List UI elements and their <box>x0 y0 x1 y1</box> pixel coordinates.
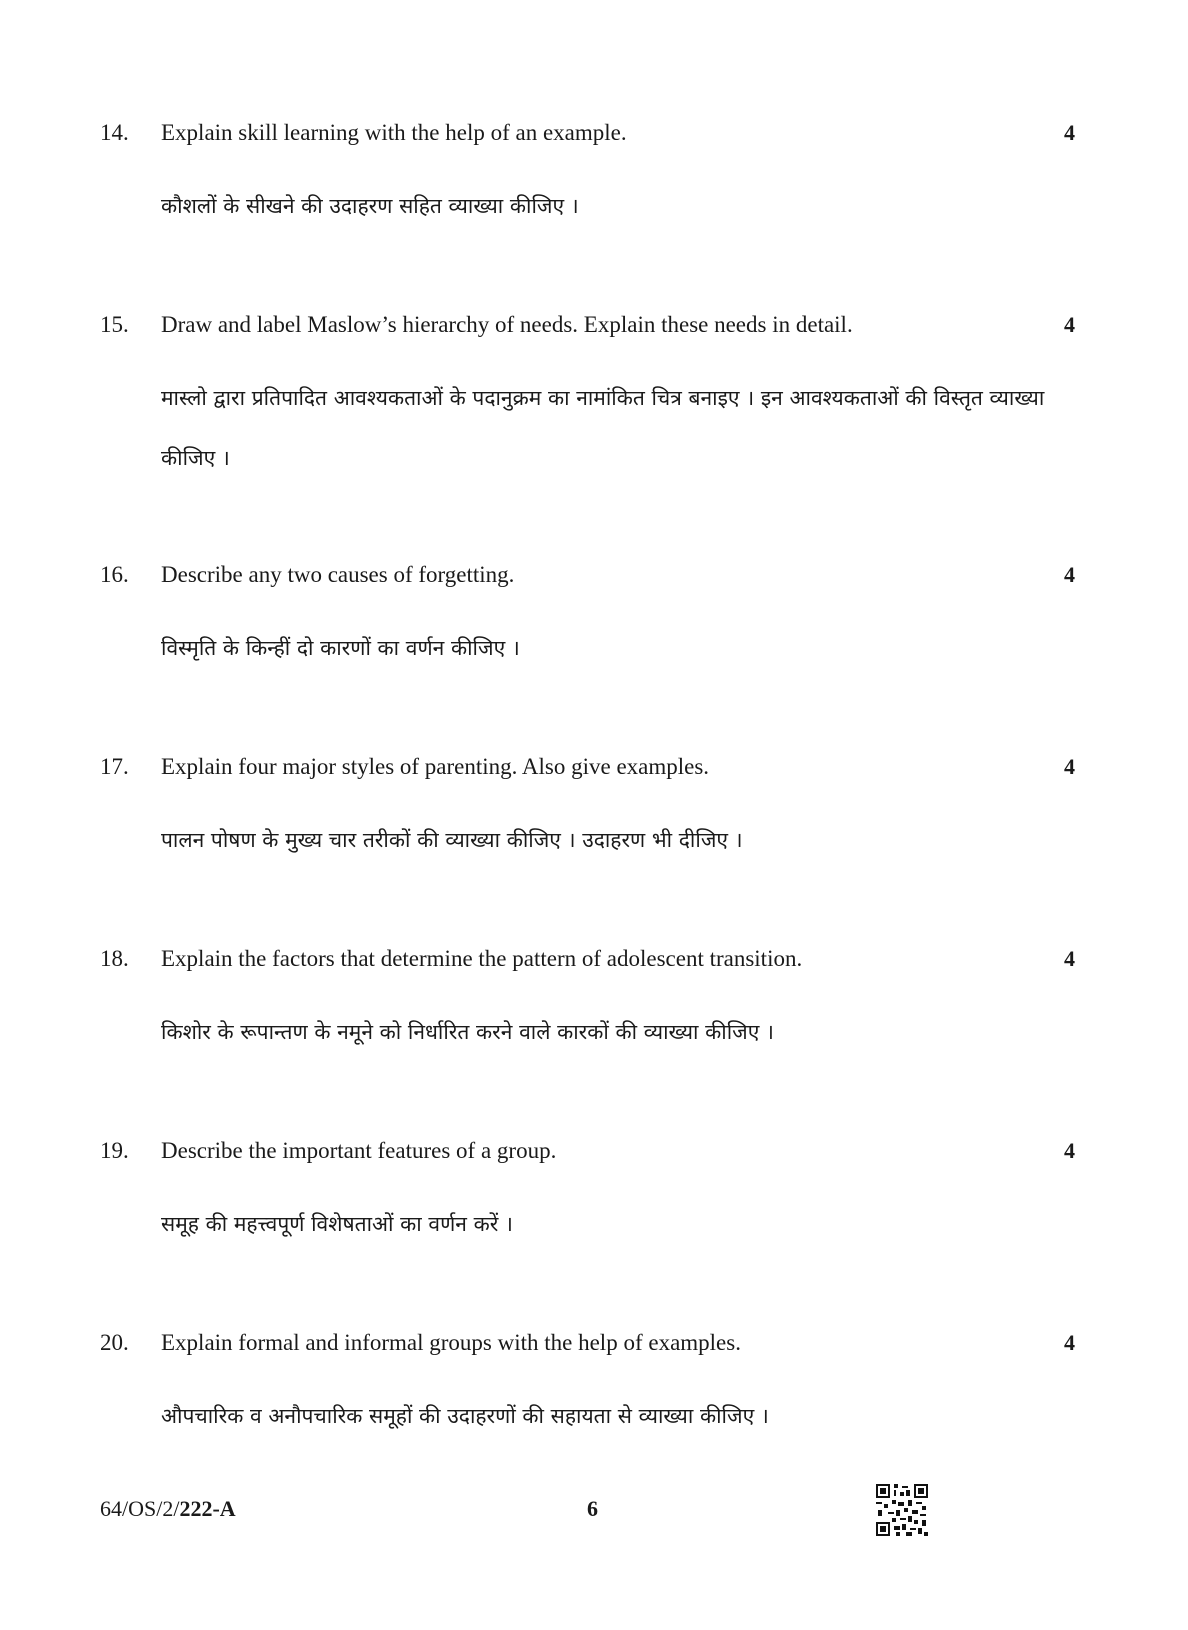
question-text-english: Describe any two causes of forgetting. <box>161 562 515 587</box>
question-text-english: Describe the important features of a group. <box>161 1138 557 1163</box>
question-marks: 4 <box>1064 1330 1075 1355</box>
question-text-english: Explain the factors that determine the pattern of adolescent transition. <box>161 946 803 971</box>
paper-code <box>100 1494 236 1524</box>
question-marks: 4 <box>1064 120 1075 145</box>
question-number: 16. <box>100 562 129 587</box>
question-text-hindi: किशोर के रूपान्तण के नमूने को निर्धारित करने वाले कारकों की व्याख्या कीजिए । <box>161 1020 774 1044</box>
question-text-hindi: मास्लो द्वारा प्रतिपादित आवश्यकताओं के पदानुक्रम का नामांकित चित्र बनाइए । इन आवश्यकताओं की विस्तृत व्याख्या कीजिए । <box>161 386 1045 470</box>
question-text-hindi: कौशलों के सीखने की उदाहरण सहित व्याख्या कीजिए । <box>161 194 579 218</box>
question-text-hindi: पालन पोषण के मुख्य चार तरीकों की व्याख्या कीजिए । उदाहरण भी दीजिए । <box>161 828 743 852</box>
paper-code-prefix: 64/OS/2/ <box>100 1496 180 1521</box>
question-number: 14. <box>100 120 129 145</box>
question-marks: 4 <box>1064 754 1075 779</box>
question-text-english: Draw and label Maslow’s hierarchy of needs. Explain these needs in detail. <box>161 312 853 337</box>
paper-code-set: 222-A <box>179 1496 236 1521</box>
question-marks: 4 <box>1064 946 1075 971</box>
question-marks: 4 <box>1064 562 1075 587</box>
question-text-english: Explain four major styles of parenting. Also give examples. <box>161 754 710 779</box>
question-text-english: Explain skill learning with the help of an example. <box>161 120 627 145</box>
question-number: 17. <box>100 754 129 779</box>
qr-code-icon <box>876 1484 928 1536</box>
question-text-hindi: समूह की महत्त्वपूर्ण विशेषताओं का वर्णन करें । <box>161 1212 513 1236</box>
question-marks: 4 <box>1064 312 1075 337</box>
question-text-hindi: विस्मृति के किन्हीं दो कारणों का वर्णन कीजिए । <box>161 636 520 660</box>
question-number: 18. <box>100 946 129 971</box>
page-number: 6 <box>587 1496 598 1521</box>
question-number: 20. <box>100 1330 129 1355</box>
question-text-hindi: औपचारिक व अनौपचारिक समूहों की उदाहरणों की सहायता से व्याख्या कीजिए । <box>161 1404 769 1428</box>
question-marks: 4 <box>1064 1138 1075 1163</box>
question-text-english: Explain formal and informal groups with the help of examples. <box>161 1330 741 1355</box>
question-number: 15. <box>100 312 129 337</box>
question-number: 19. <box>100 1138 129 1163</box>
